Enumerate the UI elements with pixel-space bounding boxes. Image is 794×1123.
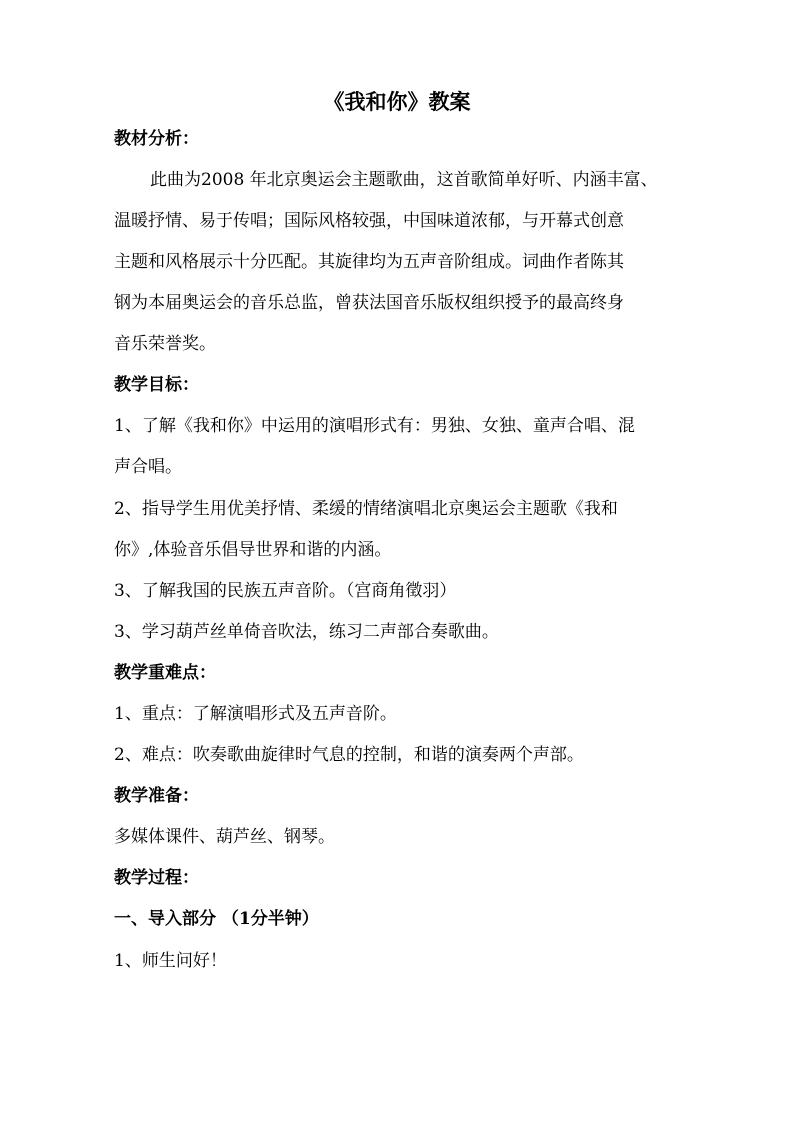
analysis-line: 钢为本届奥运会的音乐总监，曾获法国音乐版权组织授予的最高终身	[114, 293, 624, 313]
process-sub-heading: 一、导入部分 （1分半钟）	[114, 909, 319, 929]
goals-line: 你》,体验音乐倡导世界和谐的内涵。	[114, 540, 392, 560]
goals-line: 声合唱。	[114, 457, 182, 477]
process-line: 1、师生问好！	[114, 951, 227, 971]
goals-line: 3、学习葫芦丝单倚音吹法，练习二声部合奏歌曲。	[114, 622, 499, 642]
document-title: 《我和你》教案	[323, 89, 471, 114]
key-points-line: 2、难点：吹奏歌曲旋律时气息的控制，和谐的演奏两个声部。	[114, 745, 584, 765]
prep-heading: 教学准备：	[114, 786, 199, 806]
key-points-heading: 教学重难点：	[114, 663, 216, 683]
analysis-line: 温暖抒情、易于传唱；国际风格较强，中国味道浓郁，与开幕式创意	[114, 211, 624, 231]
goals-line: 2、指导学生用优美抒情、柔缓的情绪演唱北京奥运会主题歌《我和	[114, 499, 618, 519]
goals-line: 1、了解《我和你》中运用的演唱形式有：男独、女独、童声合唱、混	[114, 416, 635, 436]
analysis-line: 此曲为2008 年北京奥运会主题歌曲，这首歌简单好听、内涵丰富、	[150, 170, 658, 190]
goals-heading: 教学目标：	[114, 375, 199, 395]
analysis-line: 主题和风格展示十分匹配。其旋律均为五声音阶组成。词曲作者陈其	[114, 252, 624, 272]
analysis-heading: 教材分析：	[114, 129, 199, 149]
process-heading: 教学过程：	[114, 868, 199, 888]
prep-line: 多媒体课件、葫芦丝、钢琴。	[114, 827, 335, 847]
goals-line: 3、了解我国的民族五声音阶。（宫商角徵羽）	[114, 581, 457, 601]
key-points-line: 1、重点：了解演唱形式及五声音阶。	[114, 704, 397, 724]
analysis-line: 音乐荣誉奖。	[114, 334, 216, 354]
